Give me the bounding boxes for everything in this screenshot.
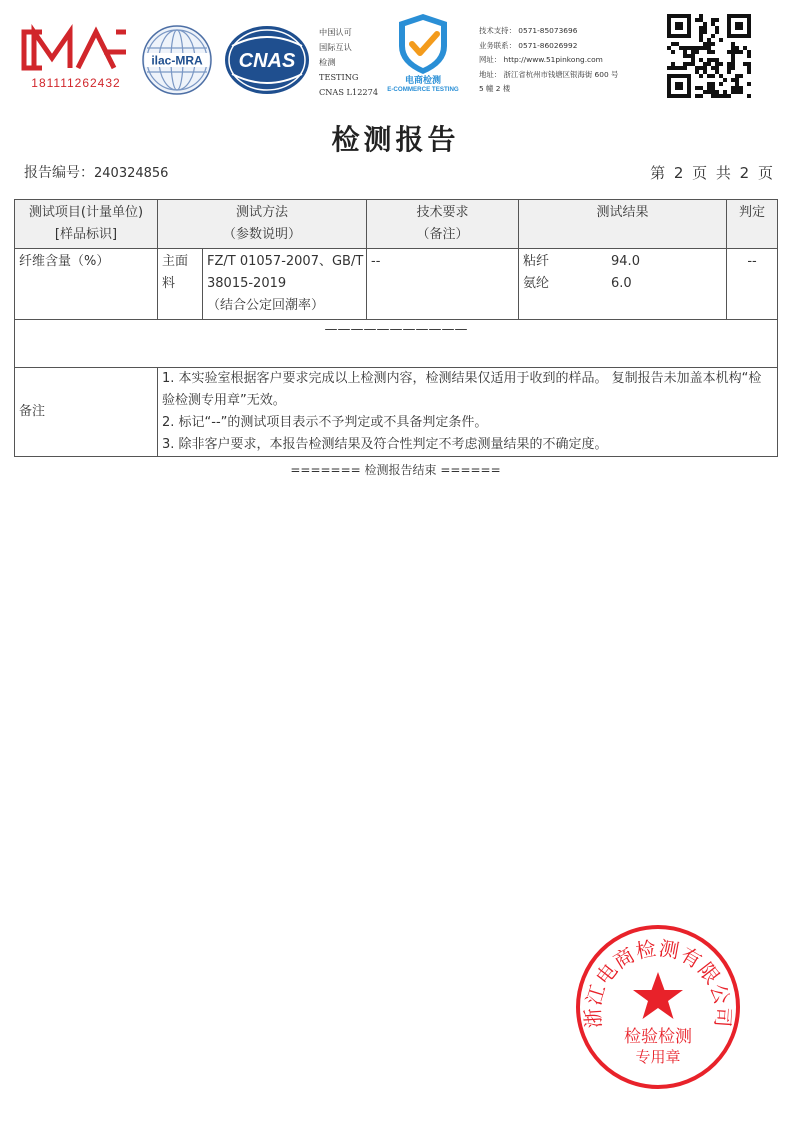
cell-requirement: -- [367, 249, 519, 320]
report-number-value: 240324856 [94, 166, 169, 181]
contact-line: 业务联系： 0571-86026992 [479, 40, 578, 50]
cell-item: 纤维含量（%） [15, 249, 158, 320]
cell-method: FZ/T 01057-2007、GB/T 38015-2019 （结合公定回潮率） [203, 249, 367, 320]
note-item: 1. 本实验室根据客户要求完成以上检测内容，检测结果仅适用于收到的样品。 复制报告未加盖本机构“检验检测专用章”无效。 [162, 371, 762, 408]
separator-row [15, 320, 778, 368]
star-icon [633, 972, 683, 1019]
contact-info [479, 24, 618, 97]
page-title: 检测报告 [331, 123, 460, 156]
notes-label: 备注 [15, 368, 158, 457]
header-item: 测试项目(计量单位) [样品标识] [15, 200, 158, 249]
cnas-line: 国际互认 [319, 42, 352, 52]
cnas-line: 中国认可 [319, 27, 352, 37]
result-line: 粘纤 94.0 [523, 254, 640, 269]
report-number [24, 162, 168, 182]
separator-line: ——————————— [15, 320, 778, 368]
cnas-text: CNAS [238, 50, 296, 72]
header-method: 测试方法 （参数说明） [158, 200, 367, 249]
header-requirement: 技术要求 （备注） [367, 200, 519, 249]
cnas-line: TESTING [319, 72, 359, 82]
cma-number: 181111262432 [31, 76, 121, 90]
result-line: 氨纶 6.0 [523, 276, 632, 291]
seal-line1: 检验检测 [624, 1027, 692, 1047]
table-header-row [15, 200, 778, 249]
report-number-label: 报告编号： [24, 165, 94, 181]
header-judgement: 判定 [727, 200, 778, 249]
cnas-logo [222, 24, 312, 96]
cnas-line: CNAS L12274 [319, 87, 379, 97]
qr-code[interactable] [667, 14, 751, 98]
note-item: 2. 标记“--”的测试项目表示不予判定或不具备判定条件。 [162, 415, 488, 430]
contact-line: 5 幢 2 楼 [479, 84, 511, 94]
cell-results [519, 249, 727, 320]
notes-row [15, 368, 778, 457]
ilac-mra-logo [141, 24, 213, 96]
official-seal [573, 922, 743, 1092]
ecom-en-text: E-COMMERCE TESTING [387, 86, 459, 92]
contact-line: 地址： 浙江省杭州市钱塘区银海街 600 号 [479, 69, 619, 79]
seal-company: 浙江电商检测有限公司 [580, 935, 736, 1029]
cell-judgement: -- [727, 249, 778, 320]
seal-line2: 专用章 [635, 1048, 681, 1066]
header-result: 测试结果 [519, 200, 727, 249]
notes-content [158, 368, 778, 457]
ecommerce-testing-logo [385, 12, 461, 92]
contact-line: 技术支持： 0571-85073696 [479, 26, 578, 35]
table-row [15, 249, 778, 320]
cnas-line: 检测 [319, 57, 336, 67]
note-item: 3. 除非客户要求，本报告检测结果及符合性判定不考虑测量结果的不确定度。 [162, 437, 608, 452]
contact-line: 网址： http://www.51pinkong.com [479, 55, 603, 65]
report-end-marker: ======= 检测报告结束 ====== [290, 463, 501, 477]
cell-sample: 主面料 [158, 249, 203, 320]
ilac-mra-text: ilac-MRA [151, 53, 203, 68]
results-table [14, 199, 778, 457]
page-indicator: 第 2 页 共 2 页 [650, 164, 773, 182]
ecom-cn-text: 电商检测 [404, 76, 442, 86]
cnas-description [319, 25, 378, 100]
